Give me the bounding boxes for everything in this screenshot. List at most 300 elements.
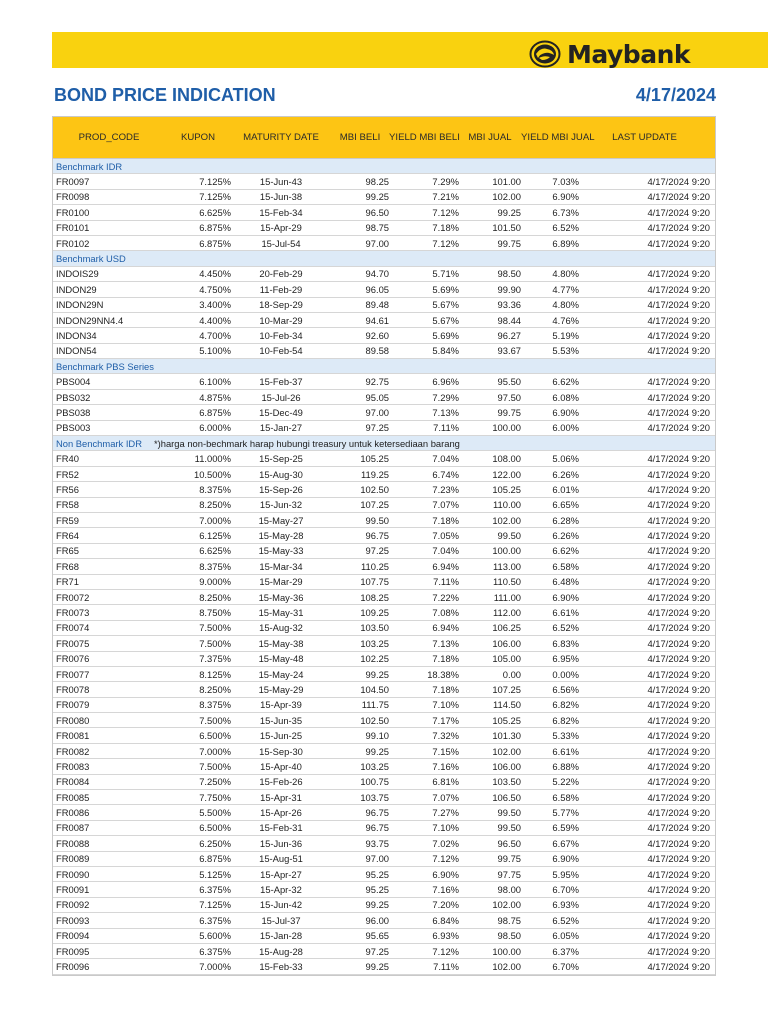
last-update-cell: 4/17/2024 9:20 — [647, 391, 710, 403]
maybank-logo — [529, 40, 690, 68]
mbi-jual-cell: 100.00 — [492, 422, 521, 434]
mbi-beli-cell: 99.10 — [365, 730, 389, 742]
mbi-jual-cell: 113.00 — [493, 560, 521, 572]
yield-mbi-jual-cell: 4.76% — [552, 314, 579, 326]
yield-mbi-beli-cell: 7.12% — [432, 237, 459, 249]
mbi-jual-cell: 106.50 — [492, 791, 521, 803]
yield-mbi-jual-cell: 6.37% — [552, 945, 579, 957]
yield-mbi-beli-cell: 7.07% — [432, 499, 459, 511]
last-update-cell: 4/17/2024 9:20 — [647, 483, 710, 495]
yield-mbi-beli-cell: 7.07% — [432, 791, 459, 803]
mbi-jual-cell: 112.00 — [493, 607, 521, 619]
yield-mbi-jual-cell: 6.95% — [552, 653, 579, 665]
prod-code-cell: FR0088 — [56, 837, 90, 849]
prod-code-cell: PBS038 — [56, 406, 91, 418]
kupon-cell: 6.500% — [199, 822, 231, 834]
mbi-beli-cell: 103.25 — [360, 637, 389, 649]
mbi-beli-cell: 110.25 — [361, 560, 389, 572]
kupon-cell: 6.625% — [199, 206, 231, 218]
kupon-cell: 8.375% — [199, 483, 231, 495]
table-row — [53, 898, 715, 913]
prod-code-cell: FR0082 — [56, 745, 90, 757]
mbi-beli-cell: 98.25 — [365, 176, 389, 188]
yield-mbi-jual-cell: 6.59% — [552, 822, 579, 834]
yield-mbi-jual-cell: 6.82% — [552, 714, 579, 726]
table-row — [53, 544, 715, 559]
yield-mbi-beli-cell: 7.29% — [432, 391, 459, 403]
prod-code-cell: FR56 — [56, 483, 79, 495]
yield-mbi-jual-cell: 6.01% — [552, 483, 579, 495]
last-update-cell: 4/17/2024 9:20 — [647, 945, 710, 957]
yield-mbi-beli-cell: 7.12% — [432, 853, 459, 865]
maturity-date-cell: 10-Feb-54 — [259, 345, 303, 357]
mbi-beli-cell: 97.25 — [365, 945, 389, 957]
yield-mbi-jual-cell: 6.58% — [552, 791, 579, 803]
table-row — [53, 313, 715, 328]
last-update-cell: 4/17/2024 9:20 — [647, 776, 710, 788]
table-row — [53, 775, 715, 790]
last-update-cell: 4/17/2024 9:20 — [647, 176, 710, 188]
prod-code-cell: FR0085 — [56, 791, 90, 803]
yield-mbi-jual-cell: 6.89% — [552, 237, 579, 249]
mbi-jual-cell: 102.00 — [492, 745, 521, 757]
mbi-jual-cell: 96.27 — [497, 329, 521, 341]
last-update-cell: 4/17/2024 9:20 — [647, 961, 710, 972]
last-update-cell: 4/17/2024 9:20 — [647, 868, 710, 880]
mbi-beli-cell: 95.25 — [365, 868, 389, 880]
last-update-cell: 4/17/2024 9:20 — [647, 376, 710, 388]
mbi-beli-cell: 96.75 — [365, 530, 389, 542]
table-row — [53, 852, 715, 867]
maturity-date-cell: 10-Mar-29 — [259, 314, 303, 326]
maturity-date-cell: 18-Sep-29 — [259, 299, 303, 311]
prod-code-cell: FR0091 — [56, 884, 90, 896]
prod-code-cell: FR0076 — [56, 653, 90, 665]
mbi-jual-cell: 98.00 — [497, 884, 521, 896]
yield-mbi-beli-cell: 7.11% — [433, 961, 459, 972]
yield-mbi-jual-cell: 6.70% — [552, 961, 579, 972]
mbi-jual-cell: 95.50 — [497, 376, 521, 388]
maturity-date-cell: 15-Feb-33 — [259, 961, 303, 972]
column-header: KUPON — [180, 132, 216, 143]
kupon-cell: 5.100% — [199, 345, 231, 357]
mbi-jual-cell: 101.30 — [492, 730, 521, 742]
yield-mbi-beli-cell: 6.90% — [432, 868, 459, 880]
kupon-cell: 6.500% — [199, 730, 231, 742]
yield-mbi-jual-cell: 6.52% — [552, 622, 579, 634]
prod-code-cell: PBS004 — [56, 376, 91, 388]
mbi-beli-cell: 99.25 — [365, 961, 389, 972]
table-row — [53, 528, 715, 543]
kupon-cell: 7.375% — [199, 653, 231, 665]
mbi-beli-cell: 102.25 — [360, 653, 389, 665]
mbi-beli-cell: 99.25 — [365, 745, 389, 757]
prod-code-cell: FR68 — [56, 560, 79, 572]
table-row — [53, 267, 715, 282]
kupon-cell: 6.375% — [199, 945, 231, 957]
last-update-cell: 4/17/2024 9:20 — [647, 453, 710, 465]
prod-code-cell: FR0075 — [56, 637, 90, 649]
yield-mbi-jual-cell: 6.90% — [552, 191, 579, 203]
table-row — [53, 790, 715, 805]
mbi-beli-cell: 97.00 — [365, 237, 389, 249]
table-row — [53, 482, 715, 497]
yield-mbi-beli-cell: 5.67% — [432, 314, 459, 326]
yield-mbi-jual-cell: 6.93% — [552, 899, 579, 911]
yield-mbi-beli-cell: 7.23% — [432, 483, 459, 495]
column-header: MATURITY DATE — [243, 132, 319, 143]
mbi-jual-cell: 97.50 — [497, 391, 521, 403]
maturity-date-cell: 15-Feb-34 — [259, 206, 303, 218]
last-update-cell: 4/17/2024 9:20 — [647, 545, 710, 557]
table-row — [53, 559, 715, 574]
yield-mbi-beli-cell: 7.12% — [432, 945, 459, 957]
prod-code-cell: FR0083 — [56, 760, 90, 772]
mbi-jual-cell: 100.00 — [492, 945, 521, 957]
yield-mbi-jual-cell: 6.52% — [552, 914, 579, 926]
mbi-beli-cell: 99.25 — [365, 899, 389, 911]
last-update-cell: 4/17/2024 9:20 — [647, 222, 710, 234]
last-update-cell: 4/17/2024 9:20 — [647, 853, 710, 865]
maturity-date-cell: 15-Feb-31 — [259, 822, 303, 834]
yield-mbi-beli-cell: 7.18% — [432, 683, 459, 695]
prod-code-cell: INDON29N — [56, 299, 104, 311]
maturity-date-cell: 15-Aug-28 — [259, 945, 303, 957]
table-row — [53, 652, 715, 667]
kupon-cell: 6.375% — [199, 914, 231, 926]
mbi-beli-cell: 102.50 — [360, 714, 389, 726]
kupon-cell: 7.250% — [199, 776, 231, 788]
yield-mbi-jual-cell: 6.90% — [552, 406, 579, 418]
last-update-cell: 4/17/2024 9:20 — [647, 668, 710, 680]
yield-mbi-jual-cell: 6.26% — [552, 468, 579, 480]
last-update-cell: 4/17/2024 9:20 — [647, 191, 710, 203]
maturity-date-cell: 15-Apr-26 — [260, 807, 302, 819]
yield-mbi-beli-cell: 7.16% — [432, 884, 459, 896]
kupon-cell: 8.750% — [199, 607, 231, 619]
mbi-jual-cell: 98.50 — [497, 930, 521, 942]
maturity-date-cell: 15-Sep-25 — [259, 453, 303, 465]
kupon-cell: 7.000% — [199, 745, 231, 757]
yield-mbi-jual-cell: 6.52% — [552, 222, 579, 234]
mbi-beli-cell: 97.25 — [365, 422, 389, 434]
mbi-beli-cell: 95.05 — [365, 391, 389, 403]
yield-mbi-jual-cell: 6.00% — [552, 422, 579, 434]
yield-mbi-beli-cell: 7.08% — [432, 607, 459, 619]
maturity-date-cell: 15-Aug-51 — [259, 853, 303, 865]
kupon-cell: 5.500% — [199, 807, 231, 819]
last-update-cell: 4/17/2024 9:20 — [647, 514, 710, 526]
mbi-beli-cell: 109.25 — [360, 607, 389, 619]
maturity-date-cell: 15-Jun-35 — [259, 714, 303, 726]
maturity-date-cell: 15-Mar-29 — [259, 576, 303, 588]
yield-mbi-jual-cell: 6.90% — [552, 853, 579, 865]
prod-code-cell: PBS032 — [56, 391, 91, 403]
yield-mbi-beli-cell: 18.38% — [427, 668, 459, 680]
prod-code-cell: FR0090 — [56, 868, 90, 880]
last-update-cell: 4/17/2024 9:20 — [647, 822, 710, 834]
prod-code-cell: FR0102 — [56, 237, 90, 249]
table-row — [53, 590, 715, 605]
prod-code-cell: FR0093 — [56, 914, 90, 926]
prod-code-cell: INDOIS29 — [56, 268, 99, 280]
table-row — [53, 682, 715, 697]
mbi-beli-cell: 103.50 — [360, 622, 389, 634]
last-update-cell: 4/17/2024 9:20 — [647, 406, 710, 418]
mbi-jual-cell: 110.50 — [493, 576, 521, 588]
mbi-beli-cell: 97.00 — [365, 406, 389, 418]
last-update-cell: 4/17/2024 9:20 — [647, 714, 710, 726]
mbi-beli-cell: 104.50 — [360, 683, 389, 695]
yield-mbi-beli-cell: 7.15% — [432, 745, 459, 757]
kupon-cell: 7.500% — [199, 637, 231, 649]
kupon-cell: 8.250% — [199, 683, 231, 695]
last-update-cell: 4/17/2024 9:20 — [647, 807, 710, 819]
mbi-jual-cell: 102.00 — [492, 514, 521, 526]
mbi-beli-cell: 107.25 — [360, 499, 389, 511]
prod-code-cell: INDON29NN4.4 — [56, 314, 124, 326]
prod-code-cell: FR0097 — [56, 176, 90, 188]
prod-code-cell: FR59 — [56, 514, 79, 526]
yield-mbi-beli-cell: 7.10% — [432, 699, 459, 711]
prod-code-cell: FR0079 — [56, 699, 90, 711]
yield-mbi-beli-cell: 7.04% — [432, 545, 459, 557]
mbi-jual-cell: 99.75 — [497, 237, 521, 249]
kupon-cell: 6.875% — [199, 406, 231, 418]
maturity-date-cell: 15-Jun-42 — [259, 899, 303, 911]
mbi-jual-cell: 102.00 — [492, 961, 521, 972]
yield-mbi-beli-cell: 7.32% — [432, 730, 459, 742]
maturity-date-cell: 15-May-36 — [258, 591, 304, 603]
prod-code-cell: FR0092 — [56, 899, 90, 911]
yield-mbi-beli-cell: 5.69% — [432, 283, 459, 295]
kupon-cell: 11.000% — [194, 453, 231, 465]
kupon-cell: 4.750% — [199, 283, 231, 295]
last-update-cell: 4/17/2024 9:20 — [647, 683, 710, 695]
mbi-beli-cell: 94.70 — [365, 268, 389, 280]
last-update-cell: 4/17/2024 9:20 — [647, 329, 710, 341]
kupon-cell: 7.500% — [199, 714, 231, 726]
yield-mbi-beli-cell: 7.10% — [432, 822, 459, 834]
kupon-cell: 5.125% — [199, 868, 231, 880]
kupon-cell: 7.500% — [199, 760, 231, 772]
mbi-jual-cell: 105.25 — [492, 483, 521, 495]
prod-code-cell: FR0089 — [56, 853, 90, 865]
kupon-cell: 4.400% — [199, 314, 231, 326]
yield-mbi-beli-cell: 7.13% — [432, 406, 459, 418]
last-update-cell: 4/17/2024 9:20 — [647, 499, 710, 511]
mbi-jual-cell: 98.75 — [497, 914, 521, 926]
kupon-cell: 10.500% — [193, 468, 231, 480]
prod-code-cell: FR0086 — [56, 807, 90, 819]
yield-mbi-jual-cell: 5.33% — [552, 730, 579, 742]
mbi-beli-cell: 99.25 — [365, 668, 389, 680]
last-update-cell: 4/17/2024 9:20 — [647, 591, 710, 603]
mbi-beli-cell: 99.25 — [365, 191, 389, 203]
section-header — [53, 159, 715, 174]
section-name: Benchmark PBS Series — [56, 360, 154, 372]
section-name: Benchmark USD — [56, 253, 126, 265]
mbi-jual-cell: 110.00 — [493, 499, 521, 511]
mbi-beli-cell: 119.25 — [361, 468, 389, 480]
maturity-date-cell: 15-Apr-29 — [260, 222, 302, 234]
yield-mbi-beli-cell: 7.27% — [432, 807, 459, 819]
yield-mbi-jual-cell: 5.22% — [552, 776, 579, 788]
maturity-date-cell: 15-May-33 — [258, 545, 304, 557]
maturity-date-cell: 10-Feb-34 — [259, 329, 303, 341]
prod-code-cell: INDON34 — [56, 329, 97, 341]
last-update-cell: 4/17/2024 9:20 — [647, 560, 710, 572]
last-update-cell: 4/17/2024 9:20 — [647, 468, 710, 480]
yield-mbi-jual-cell: 6.73% — [552, 206, 579, 218]
kupon-cell: 6.100% — [199, 376, 231, 388]
mbi-jual-cell: 102.00 — [492, 899, 521, 911]
yield-mbi-beli-cell: 7.18% — [432, 514, 459, 526]
mbi-jual-cell: 97.75 — [497, 868, 521, 880]
table-header — [53, 116, 715, 159]
last-update-cell: 4/17/2024 9:20 — [647, 530, 710, 542]
yield-mbi-beli-cell: 6.93% — [432, 930, 459, 942]
mbi-jual-cell: 99.75 — [497, 406, 521, 418]
table-row — [53, 513, 715, 528]
kupon-cell: 6.875% — [199, 853, 231, 865]
table-row — [53, 451, 715, 466]
mbi-jual-cell: 99.25 — [497, 206, 521, 218]
last-update-cell: 4/17/2024 9:20 — [647, 760, 710, 772]
prod-code-cell: INDON54 — [56, 345, 97, 357]
mbi-jual-cell: 101.00 — [492, 176, 521, 188]
mbi-beli-cell: 103.75 — [360, 791, 389, 803]
mbi-jual-cell: 103.50 — [492, 776, 521, 788]
last-update-cell: 4/17/2024 9:20 — [647, 899, 710, 911]
maturity-date-cell: 15-Jun-43 — [259, 176, 303, 188]
kupon-cell: 7.750% — [199, 791, 231, 803]
table-row — [53, 713, 715, 728]
mbi-beli-cell: 89.58 — [365, 345, 389, 357]
section-header — [53, 436, 715, 451]
table-row — [53, 867, 715, 882]
mbi-jual-cell: 98.50 — [497, 268, 521, 280]
prod-code-cell: FR0080 — [56, 714, 90, 726]
kupon-cell: 9.000% — [199, 576, 231, 588]
yield-mbi-beli-cell: 7.17% — [432, 714, 459, 726]
mbi-beli-cell: 96.05 — [365, 283, 389, 295]
mbi-jual-cell: 106.00 — [492, 637, 521, 649]
maturity-date-cell: 15-Sep-26 — [259, 483, 303, 495]
yield-mbi-jual-cell: 5.95% — [552, 868, 579, 880]
table-row — [53, 190, 715, 205]
last-update-cell: 4/17/2024 9:20 — [647, 637, 710, 649]
maturity-date-cell: 15-Jun-38 — [259, 191, 303, 203]
mbi-jual-cell: 96.50 — [497, 837, 521, 849]
prod-code-cell: FR0081 — [56, 730, 90, 742]
maybank-tiger-emblem-icon — [529, 40, 561, 68]
maturity-date-cell: 15-Jun-25 — [259, 730, 303, 742]
yield-mbi-beli-cell: 6.94% — [432, 560, 459, 572]
table-row — [53, 498, 715, 513]
yield-mbi-jual-cell: 6.08% — [552, 391, 579, 403]
yield-mbi-jual-cell: 4.80% — [552, 268, 579, 280]
table-row — [53, 421, 715, 436]
kupon-cell: 4.450% — [199, 268, 231, 280]
section-name: Benchmark IDR — [56, 160, 123, 172]
yield-mbi-beli-cell: 6.96% — [432, 376, 459, 388]
kupon-cell: 6.000% — [199, 422, 231, 434]
prod-code-cell: FR0100 — [56, 206, 90, 218]
table-row — [53, 390, 715, 405]
yield-mbi-beli-cell: 7.18% — [432, 653, 459, 665]
column-header: LAST UPDATE — [612, 132, 677, 143]
kupon-cell: 8.250% — [199, 591, 231, 603]
maturity-date-cell: 15-Jan-28 — [259, 930, 303, 942]
mbi-jual-cell: 105.25 — [492, 714, 521, 726]
maturity-date-cell: 15-Apr-39 — [260, 699, 302, 711]
yield-mbi-jual-cell: 0.00% — [552, 668, 579, 680]
maturity-date-cell: 20-Feb-29 — [259, 268, 303, 280]
yield-mbi-jual-cell: 5.19% — [552, 329, 579, 341]
maturity-date-cell: 15-Mar-34 — [259, 560, 303, 572]
yield-mbi-jual-cell: 6.67% — [552, 837, 579, 849]
kupon-cell: 7.125% — [199, 191, 231, 203]
mbi-jual-cell: 0.00 — [502, 668, 521, 680]
table-row — [53, 759, 715, 774]
mbi-jual-cell: 99.50 — [497, 822, 521, 834]
mbi-beli-cell: 96.75 — [365, 807, 389, 819]
last-update-cell: 4/17/2024 9:20 — [647, 791, 710, 803]
mbi-jual-cell: 102.00 — [492, 191, 521, 203]
kupon-cell: 7.000% — [199, 514, 231, 526]
prod-code-cell: FR0101 — [56, 222, 90, 234]
maturity-date-cell: 15-Jul-54 — [261, 237, 301, 249]
yield-mbi-beli-cell: 7.29% — [432, 176, 459, 188]
maturity-date-cell: 15-May-24 — [258, 668, 304, 680]
mbi-beli-cell: 96.00 — [365, 914, 389, 926]
last-update-cell: 4/17/2024 9:20 — [647, 914, 710, 926]
last-update-cell: 4/17/2024 9:20 — [647, 745, 710, 757]
mbi-beli-cell: 105.25 — [360, 453, 389, 465]
column-header: YIELD MBI BELI — [389, 132, 460, 143]
last-update-cell: 4/17/2024 9:20 — [647, 730, 710, 742]
yield-mbi-beli-cell: 7.11% — [433, 422, 459, 434]
table-row — [53, 913, 715, 928]
kupon-cell: 6.875% — [199, 222, 231, 234]
yield-mbi-jual-cell: 6.48% — [552, 576, 579, 588]
prod-code-cell: FR64 — [56, 530, 79, 542]
table-row — [53, 805, 715, 820]
maturity-date-cell: 15-Feb-26 — [259, 776, 303, 788]
yield-mbi-beli-cell: 5.67% — [432, 299, 459, 311]
kupon-cell: 8.375% — [199, 560, 231, 572]
maturity-date-cell: 15-Jan-27 — [259, 422, 303, 434]
mbi-beli-cell: 93.75 — [365, 837, 389, 849]
mbi-beli-cell: 92.60 — [365, 329, 389, 341]
kupon-cell: 7.125% — [199, 176, 231, 188]
kupon-cell: 7.500% — [199, 622, 231, 634]
mbi-beli-cell: 111.75 — [361, 699, 389, 711]
prod-code-cell: FR0095 — [56, 945, 90, 957]
last-update-cell: 4/17/2024 9:20 — [647, 607, 710, 619]
yield-mbi-beli-cell: 7.04% — [432, 453, 459, 465]
yield-mbi-beli-cell: 7.13% — [432, 637, 459, 649]
mbi-jual-cell: 99.50 — [497, 807, 521, 819]
brand-name: Maybank — [567, 39, 690, 69]
last-update-cell: 4/17/2024 9:20 — [647, 422, 710, 434]
yield-mbi-jual-cell: 6.05% — [552, 930, 579, 942]
mbi-jual-cell: 108.00 — [492, 453, 521, 465]
maturity-date-cell: 15-Aug-32 — [259, 622, 303, 634]
prod-code-cell: FR71 — [56, 576, 79, 588]
mbi-beli-cell: 98.75 — [365, 222, 389, 234]
